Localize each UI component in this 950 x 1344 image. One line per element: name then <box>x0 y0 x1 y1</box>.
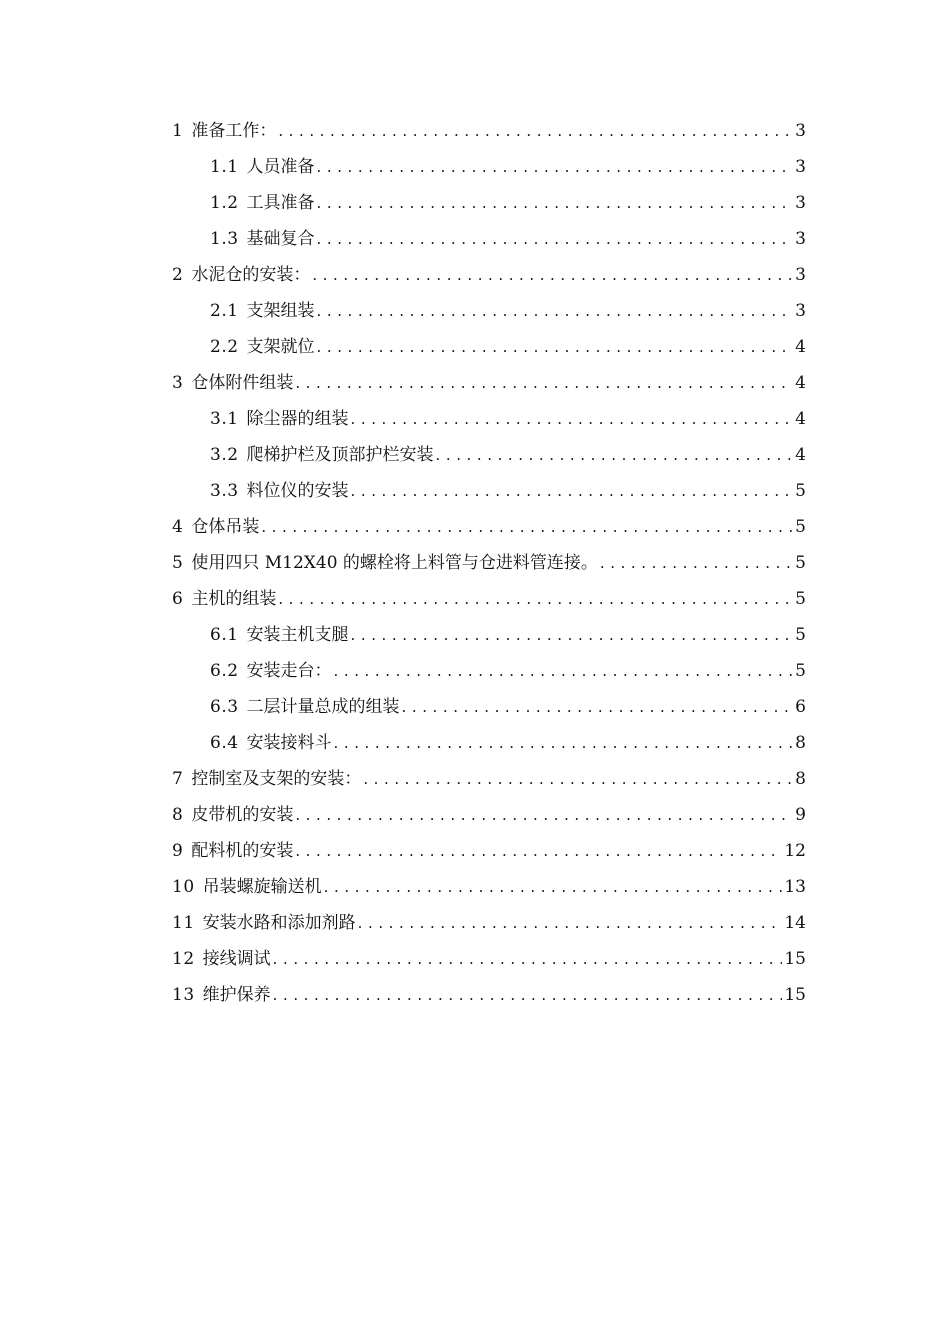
dot-leader <box>334 725 794 761</box>
toc-entry-page: 3 <box>795 229 806 249</box>
toc-entry[interactable] <box>0 545 950 581</box>
toc-entry[interactable] <box>0 797 950 833</box>
dot-leader <box>351 617 794 653</box>
toc-entry-page: 3 <box>795 301 806 321</box>
toc-entry-title: 接线调试 <box>202 949 271 969</box>
toc-entry-title: 支架组装 <box>246 301 315 321</box>
toc-entry[interactable] <box>0 365 950 401</box>
toc-entry-page: 3 <box>795 265 806 285</box>
toc-entry-page: 5 <box>795 553 806 573</box>
toc-entry[interactable] <box>0 113 950 149</box>
toc-entry-number: 3 <box>172 373 184 393</box>
toc-entry-title: 配料机的安装 <box>191 841 294 861</box>
toc-entry-number: 4 <box>172 517 184 537</box>
dot-leader <box>317 221 794 257</box>
dot-leader <box>351 473 794 509</box>
toc-entry[interactable] <box>0 689 950 725</box>
toc-entry-title: 准备工作： <box>191 121 277 141</box>
toc-entry-number: 3.3 <box>210 481 239 501</box>
toc-entry[interactable] <box>0 977 950 1013</box>
toc-entry-title: 安装走台： <box>246 661 332 681</box>
toc-entry-page: 5 <box>795 661 806 681</box>
toc-entry[interactable] <box>0 437 950 473</box>
toc-entry-title: 人员准备 <box>246 157 315 177</box>
toc-entry-title: 料位仪的安装 <box>246 481 349 501</box>
toc-entry[interactable] <box>0 329 950 365</box>
toc-entry[interactable] <box>0 185 950 221</box>
toc-entry[interactable] <box>0 833 950 869</box>
toc-entry-title: 主机的组装 <box>191 589 277 609</box>
dot-leader <box>273 941 783 977</box>
toc-entry-page: 9 <box>795 805 806 825</box>
toc-entry[interactable] <box>0 905 950 941</box>
dot-leader <box>436 437 794 473</box>
toc-entry-title: 支架就位 <box>246 337 315 357</box>
toc-entry-number: 7 <box>172 769 184 789</box>
dot-leader <box>351 401 794 437</box>
toc-entry-number: 10 <box>172 877 195 897</box>
toc-entry-number: 3.1 <box>210 409 239 429</box>
toc-entry-page: 8 <box>795 733 806 753</box>
toc-entry-page: 15 <box>784 949 806 969</box>
toc-entry[interactable] <box>0 617 950 653</box>
toc-entry-page: 12 <box>784 841 806 861</box>
toc-entry-number: 11 <box>172 913 195 933</box>
toc-entry-page: 5 <box>795 589 806 609</box>
toc-entry-number: 6.3 <box>210 697 239 717</box>
dot-leader <box>334 653 794 689</box>
toc-entry-number: 2.2 <box>210 337 239 357</box>
dot-leader <box>261 509 793 545</box>
toc-entry-number: 2 <box>172 265 184 285</box>
toc-entry[interactable] <box>0 221 950 257</box>
dot-leader <box>317 329 794 365</box>
toc-entry-title: 安装水路和添加剂路 <box>202 913 356 933</box>
toc-entry-title: 吊装螺旋输送机 <box>202 877 322 897</box>
dot-leader <box>295 365 793 401</box>
toc-entry[interactable] <box>0 869 950 905</box>
toc-entry[interactable] <box>0 581 950 617</box>
toc-entry-title: 水泥仓的安装： <box>191 265 311 285</box>
toc-entry-title: 安装主机支腿 <box>246 625 349 645</box>
toc-entry-number: 1.2 <box>210 193 239 213</box>
toc-entry-title: 使用四只 M12X40 的螺栓将上料管与仓进料管连接。 <box>191 553 598 573</box>
toc-entry[interactable] <box>0 725 950 761</box>
toc-entry-title: 控制室及支架的安装： <box>191 769 362 789</box>
toc-entry-number: 2.1 <box>210 301 239 321</box>
toc-entry-number: 6.4 <box>210 733 239 753</box>
toc-entry-page: 4 <box>795 373 806 393</box>
dot-leader <box>295 833 782 869</box>
toc-entry-title: 爬梯护栏及顶部护栏安装 <box>246 445 434 465</box>
dot-leader <box>317 149 794 185</box>
toc-entry-page: 4 <box>795 445 806 465</box>
toc-entry-number: 1.3 <box>210 229 239 249</box>
toc-entry-number: 5 <box>172 553 184 573</box>
toc-entry-number: 1.1 <box>210 157 239 177</box>
toc-entry-page: 8 <box>795 769 806 789</box>
toc-entry-number: 3.2 <box>210 445 239 465</box>
toc-entry-page: 4 <box>795 409 806 429</box>
toc-entry-page: 15 <box>784 985 806 1005</box>
toc-entry-page: 6 <box>795 697 806 717</box>
toc-entry-number: 8 <box>172 805 184 825</box>
dot-leader <box>317 185 794 221</box>
dot-leader <box>402 689 794 725</box>
toc-entry[interactable] <box>0 509 950 545</box>
toc-entry-page: 3 <box>795 121 806 141</box>
toc-entry[interactable] <box>0 473 950 509</box>
dot-leader <box>312 257 793 293</box>
dot-leader <box>363 761 793 797</box>
toc-entry[interactable] <box>0 149 950 185</box>
toc-entry-number: 13 <box>172 985 195 1005</box>
toc-entry-number: 12 <box>172 949 195 969</box>
dot-leader <box>278 113 793 149</box>
toc-entry[interactable] <box>0 257 950 293</box>
toc-entry[interactable] <box>0 941 950 977</box>
toc-entry-title: 除尘器的组装 <box>246 409 349 429</box>
toc-entry-page: 5 <box>795 625 806 645</box>
dot-leader <box>324 869 783 905</box>
toc-entry-page: 4 <box>795 337 806 357</box>
toc-entry-title: 仓体附件组装 <box>191 373 294 393</box>
toc-entry-number: 6 <box>172 589 184 609</box>
toc-entry-page: 5 <box>795 481 806 501</box>
dot-leader <box>278 581 793 617</box>
toc-entry-number: 1 <box>172 121 184 141</box>
toc-entry-page: 13 <box>784 877 806 897</box>
toc-entry-title: 工具准备 <box>246 193 315 213</box>
toc-entry[interactable] <box>0 761 950 797</box>
dot-leader <box>358 905 783 941</box>
toc-entry-title: 维护保养 <box>202 985 271 1005</box>
toc-entry-number: 6.1 <box>210 625 239 645</box>
toc-entry[interactable] <box>0 401 950 437</box>
toc-entry-number: 6.2 <box>210 661 239 681</box>
toc-entry-title: 二层计量总成的组装 <box>246 697 400 717</box>
table-of-contents <box>0 113 950 1013</box>
toc-entry-page: 14 <box>784 913 806 933</box>
dot-leader <box>317 293 794 329</box>
toc-entry-title: 仓体吊装 <box>191 517 260 537</box>
toc-entry-page: 5 <box>795 517 806 537</box>
toc-entry-title: 基础复合 <box>246 229 315 249</box>
toc-entry-title: 安装接料斗 <box>246 733 332 753</box>
toc-entry-page: 3 <box>795 157 806 177</box>
toc-entry[interactable] <box>0 293 950 329</box>
toc-entry-number: 9 <box>172 841 184 861</box>
dot-leader <box>295 797 793 833</box>
toc-entry-page: 3 <box>795 193 806 213</box>
toc-entry[interactable] <box>0 653 950 689</box>
dot-leader <box>600 545 793 581</box>
toc-entry-title: 皮带机的安装 <box>191 805 294 825</box>
dot-leader <box>273 977 783 1013</box>
